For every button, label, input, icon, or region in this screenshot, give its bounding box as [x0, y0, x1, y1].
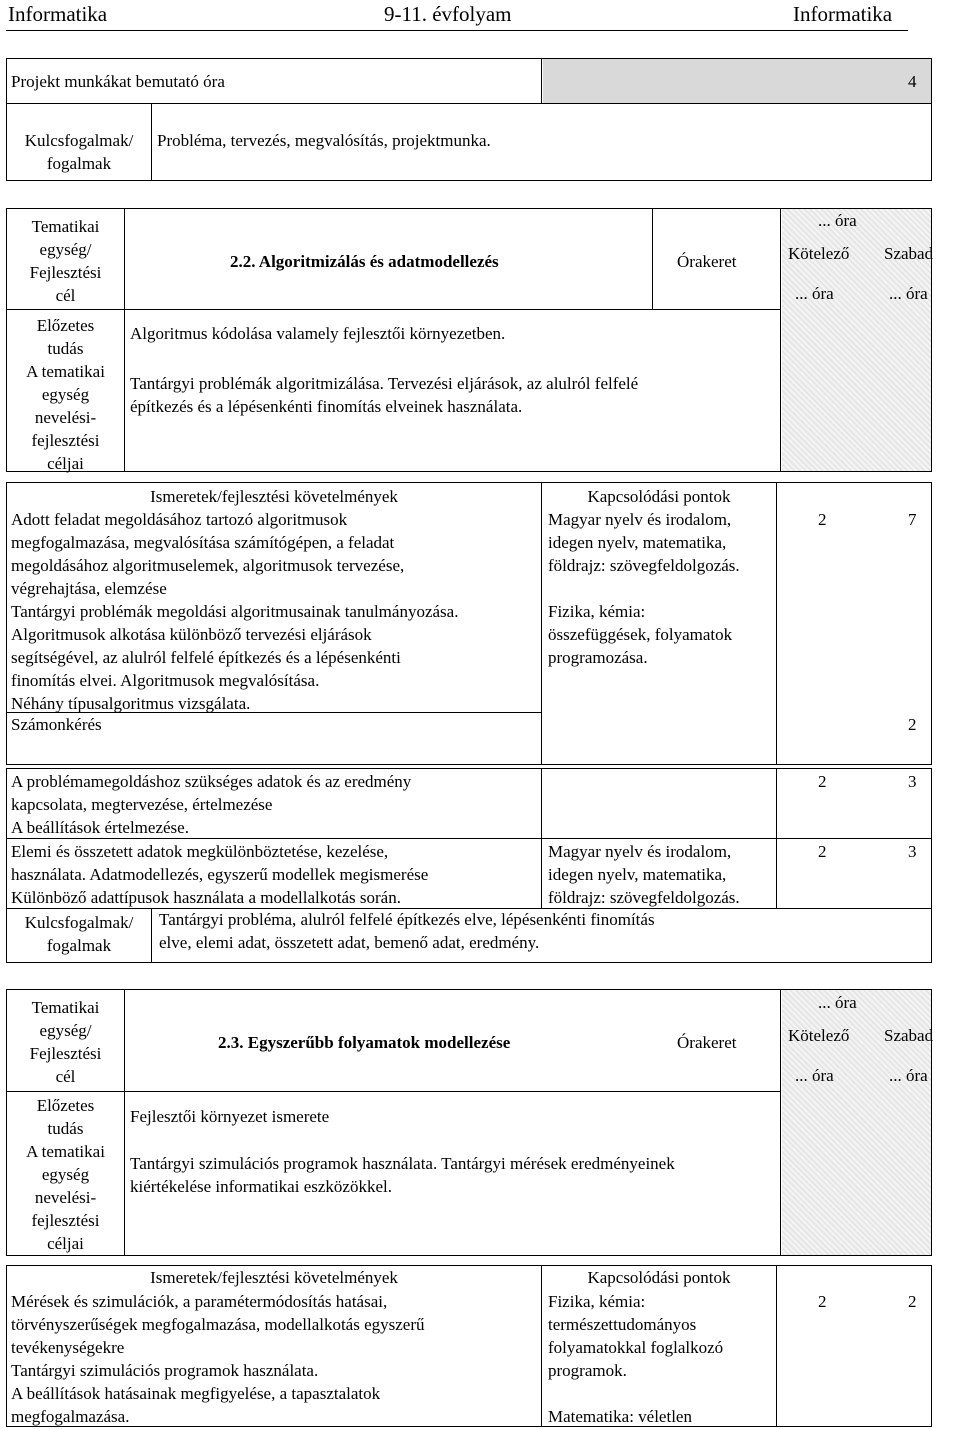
header-left: Informatika — [8, 2, 108, 26]
unit2-conn-text: Fizika, kémia: természettudományos folyamatokkal foglalkozó programok. Matematika: véletlen — [548, 1292, 724, 1426]
unit2-orakeret: Órakeret — [677, 1033, 737, 1052]
project-label: Projekt munkákat bemutató óra — [11, 72, 225, 91]
project-shade — [543, 59, 931, 103]
header-rule — [6, 30, 908, 31]
header-center: 9-11. évfolyam — [384, 2, 512, 26]
unit1-req-header: Ismeretek/fejlesztési követelmények — [150, 487, 398, 506]
unit1-ora-kot: ... óra — [795, 284, 834, 303]
unit1-szamonkeres: Számonkérés — [11, 715, 102, 734]
unit1-block3-hours-a: 2 — [818, 842, 827, 861]
unit1-szabad: Szabad — [884, 244, 934, 263]
unit1-hours-a: 2 — [818, 510, 827, 529]
key-label-1: Kulcsfogalmak/ fogalmak — [24, 131, 134, 173]
unit1-orakeret: Órakeret — [677, 252, 737, 271]
key-text-1: Probléma, tervezés, megvalósítás, projektmunka. — [157, 131, 491, 150]
unit1-req-text: Adott feladat megoldásához tartozó algoritmusok megfogalmazása, megvalósítása számítógépen, a feladat megoldásához algoritmuselemek, algoritmusok tervezése, végrehajtása, elemzése Tantárgyi problémák megoldási algoritmusainak tanulmányozása. Algoritmusok alkotása különböző tervezési eljárások segítségével, az alulról felfelé építkezés és a lépésenkénti finomítás elvei. Algoritmusok megvalósítása. Néhány típusalgoritmus vizsgálata. — [11, 510, 459, 713]
unit1-ora-top: ... óra — [818, 211, 857, 230]
unit1-conn-header: Kapcsolódási pontok — [587, 487, 731, 506]
unit2-conn-header: Kapcsolódási pontok — [587, 1268, 731, 1287]
unit2-ora-top: ... óra — [818, 993, 857, 1012]
unit2-ora-kot: ... óra — [795, 1066, 834, 1085]
project-hours: 4 — [908, 72, 917, 91]
unit2-hours-b: 2 — [908, 1292, 917, 1311]
unit1-label-goals: A tematikai egység nevelési- fejlesztési céljai — [26, 362, 105, 473]
unit1-block3-hours-b: 3 — [908, 842, 917, 861]
unit2-label-thematic: Tematikai egység/ Fejlesztési cél — [29, 998, 102, 1086]
unit1-block3-conn: Magyar nyelv és irodalom, idegen nyelv, matematika, földrajz: szövegfeldolgozás. — [548, 842, 740, 907]
unit2-title: 2.3. Egyszerűbb folyamatok modellezése — [218, 1033, 511, 1052]
unit1-block2-hours-b: 3 — [908, 772, 917, 791]
unit1-szam-hours: 2 — [908, 715, 917, 734]
unit2-hours-a: 2 — [818, 1292, 827, 1311]
unit1-ora-szab: ... óra — [889, 284, 928, 303]
unit2-goals-text: Tantárgyi szimulációs programok használata. Tantárgyi mérések eredményeinek kiértékelése informatikai eszközökkel. — [130, 1154, 675, 1196]
unit1-title: 2.2. Algoritmizálás és adatmodellezés — [230, 252, 499, 271]
unit1-prior-text: Algoritmus kódolása valamely fejlesztői környezetben. — [130, 324, 506, 343]
unit1-label-thematic: Tematikai egység/ Fejlesztési cél — [29, 217, 102, 305]
unit1-label-prior: Előzetes tudás — [36, 316, 95, 358]
unit2-label-prior: Előzetes tudás — [36, 1096, 95, 1138]
unit1-key-label: Kulcsfogalmak/ fogalmak — [24, 913, 134, 955]
unit2-req-header: Ismeretek/fejlesztési követelmények — [150, 1268, 398, 1287]
unit1-goals-text: Tantárgyi problémák algoritmizálása. Tervezési eljárások, az alulról felfelé építkezés és a lépésenkénti finomítás elveinek használata. — [130, 374, 639, 416]
unit2-szabad: Szabad — [884, 1026, 934, 1045]
unit1-block3-text: Elemi és összetett adatok megkülönböztetése, kezelése, használata. Adatmodellezés, egyszerű modellek megismerése Különböző adattípusok használata a modellalkotás során. — [11, 842, 429, 907]
unit1-kotelezo: Kötelező — [788, 244, 850, 263]
unit2-label-goals: A tematikai egység nevelési- fejlesztési céljai — [26, 1142, 105, 1253]
unit2-kotelezo: Kötelező — [788, 1026, 850, 1045]
unit2-ora-szab: ... óra — [889, 1066, 928, 1085]
unit1-block2-hours-a: 2 — [818, 772, 827, 791]
unit2-prior-text: Fejlesztői környezet ismerete — [130, 1107, 330, 1126]
unit1-hours-b: 7 — [908, 510, 917, 529]
unit1-key-text: Tantárgyi probléma, alulról felfelé építkezés elve, lépésenkénti finomítás elve, elemi adat, összetett adat, bemenő adat, eredmény. — [159, 910, 655, 952]
unit2-req-text: Mérések és szimulációk, a paramétermódosítás hatásai, törvényszerűségek megfogalmazása, modellalkotás egyszerű tevékenységekre Tantárgyi szimulációs programok használata. A beállítások hatásainak megfigyelése, a tapasztalatok megfogalmazása. — [11, 1292, 425, 1426]
header-right: Informatika — [793, 2, 893, 26]
unit1-block2-text: A problémamegoldáshoz szükséges adatok és az eredmény kapcsolata, megtervezése, értelmezése A beállítások értelmezése. — [11, 772, 412, 837]
unit1-conn-text: Magyar nyelv és irodalom, idegen nyelv, matematika, földrajz: szövegfeldolgozás. Fizika, kémia: összefüggések, folyamatok programozása. — [548, 510, 740, 667]
